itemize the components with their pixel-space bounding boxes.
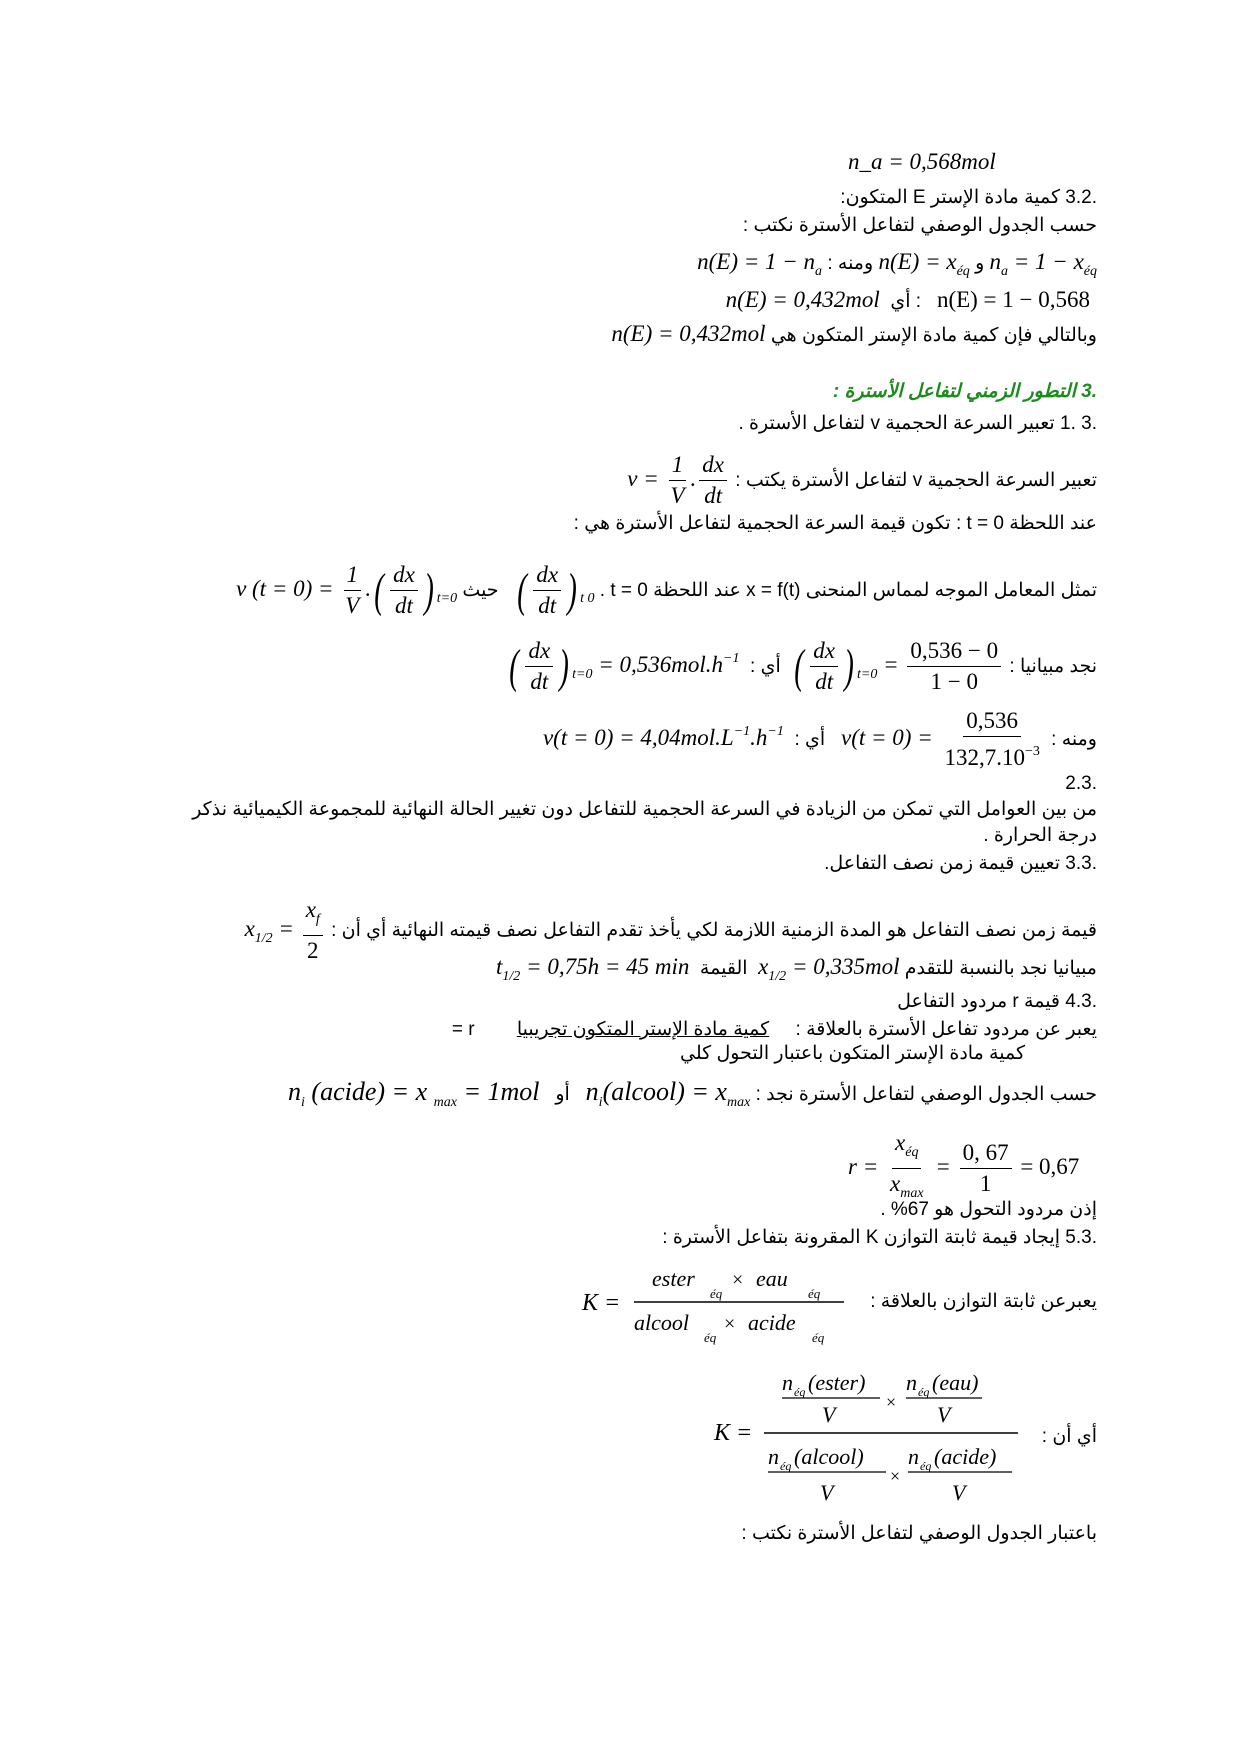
graph-slope-line	[506, 636, 1097, 697]
x-half-value: = 0,335mol	[791, 954, 900, 979]
equation-line-4: $n_a = 1 - x_{éq}$ و $n(E) = x_{éq}$ ومنه : $n(E) = 1 - n_a$	[697, 249, 1097, 279]
max-advance-line: حسب الجدول الوصفي لتفاعل الأسترة نجد : $n_i(alcool) = x_{max}$ أو $n_i$ (acide) = x $_{max}$ = 1mol	[288, 1077, 1097, 1110]
svg-text:éq: éq	[920, 1459, 932, 1473]
na-result	[848, 150, 996, 176]
svg-text:eau: eau	[756, 1266, 788, 1291]
velocity-formula: v = $\frac{1}{V}$ . $\frac{dx}{dt}$	[627, 450, 730, 511]
hence-word: ومنه :	[827, 253, 874, 274]
where-word: حيث	[462, 579, 499, 601]
tangent-line	[236, 560, 1097, 621]
na-result-text: n_a = 0,568mol	[848, 149, 996, 174]
conclusion-line	[611, 322, 1097, 348]
half-life-text: قيمة زمن نصف التفاعل هو المدة الزمنية اللازمة لكي يأخذ تقدم التفاعل نصف قيمته النهائية أي أن :	[331, 919, 1097, 941]
eq-nE-x: n(E) = x	[878, 249, 957, 274]
svg-text:K =: K =	[714, 1420, 753, 1446]
svg-text:alcool: alcool	[634, 1310, 689, 1335]
eq-nE: n(E) = 1 − n	[697, 249, 816, 274]
svg-text:éq: éq	[704, 1330, 717, 1345]
svg-text:×: ×	[890, 1466, 901, 1486]
eq-nE-value: n(E) = 0,432mol	[725, 287, 880, 312]
conclusion-text: وبالتالي فإن كمية مادة الإستر المتكون هي	[770, 325, 1097, 346]
that-is-word: : أي	[890, 291, 922, 312]
svg-text:V: V	[822, 1402, 836, 1427]
k-that-is: أي أن :	[1041, 1426, 1097, 1447]
v-t0-calc: v(t = 0) = $\frac{0,536}{132,7.10^{-3}}$	[841, 708, 1040, 770]
section-3-4-title: .4.3 قيمة r مردود التفاعل	[897, 991, 1097, 1012]
tangent-text: تمثل المعامل الموجه لمماس المنحنى x = f(t) عند اللحظة t = 0 .	[599, 579, 1097, 601]
svg-text:(ester): (ester)	[808, 1370, 866, 1395]
yield-relation	[452, 1018, 1097, 1042]
svg-text:(acide): (acide)	[934, 1444, 997, 1469]
svg-text:éq: éq	[808, 1286, 821, 1301]
svg-text:n: n	[908, 1444, 919, 1469]
svg-text:ester: ester	[652, 1266, 695, 1291]
svg-text:V: V	[952, 1480, 966, 1505]
velocity-definition	[627, 450, 1097, 511]
that-is-2: أي :	[750, 655, 781, 677]
svg-text:V: V	[820, 1480, 834, 1505]
k-formula	[572, 1258, 872, 1348]
svg-text:n: n	[768, 1444, 779, 1469]
section-3-3-title: .3.3 تعيين قيمة زمن نصف التفاعل.	[824, 853, 1097, 874]
max-value: = 1mol	[463, 1077, 540, 1106]
yield-result: = 0,67	[1020, 1153, 1080, 1179]
yield-text: يعبر عن مردود تفاعل الأسترة بالعلاقة :	[795, 1019, 1097, 1040]
or-word: أو	[555, 1084, 570, 1105]
svg-text:(alcool): (alcool)	[794, 1444, 864, 1469]
svg-text:éq: éq	[918, 1385, 930, 1399]
section-3-heading: .3 التطور الزمني لتفاعل الأسترة :	[832, 381, 1097, 402]
table-text-1: حسب الجدول الوصفي لتفاعل الأسترة نكتب :	[742, 215, 1097, 236]
eq-na: = 1 − x	[1013, 249, 1084, 274]
that-is-3: أي :	[794, 728, 826, 750]
v-result-number: v(t = 0) = 4,04mol.L	[542, 724, 734, 750]
svg-text:éq: éq	[794, 1385, 806, 1399]
final-text: باعتبار الجدول الوصفي لتفاعل الأسترة نكتب :	[741, 1523, 1097, 1544]
dxdt-t0: ( $\frac{dx}{dt}$ ) $_{t 0}$	[517, 562, 595, 618]
section-3-5-title: .5.3 إيجاد قيمة ثابتة التوازن K المقرونة بتفاعل الأسترة :	[662, 1227, 1097, 1248]
n-a: n	[989, 249, 1002, 274]
half-life-formula: $x_{1/2}$ = $\frac{x_f}{2}$	[245, 895, 326, 966]
graph-advance-text: مبيانيا نجد بالنسبة للتقدم	[904, 958, 1097, 979]
max-advance-text: حسب الجدول الوصفي لتفاعل الأسترة نجد :	[755, 1084, 1097, 1105]
half-life-value: مبيانيا نجد بالنسبة للتقدم $x_{1/2} = 0,335mol$ القيمة $t_{1/2} = 0,75h = 45$ min	[496, 954, 1097, 984]
svg-text:K =: K =	[582, 1290, 621, 1316]
slope-number: = 0,536mol.h	[598, 651, 724, 677]
yield-conclusion: إذن مردود التحول هو 67% .	[880, 1199, 1097, 1220]
yield-denominator: كمية مادة الإستر المتكون باعتبار التحول كلي	[680, 1043, 1026, 1064]
t-half-value: = 0,75h = 45 min	[526, 954, 690, 979]
k-moles-formula	[712, 1362, 1052, 1512]
section-3-2-label: .2.3	[1065, 773, 1097, 794]
factors-text: من بين العوامل التي تمكن من الزيادة في السرعة الحجمية للتفاعل دون تغيير الحالة النهائية للمجموعة الكيميائية نذكر	[192, 799, 1097, 820]
svg-text:V: V	[937, 1402, 951, 1427]
svg-text:acide: acide	[748, 1310, 796, 1335]
velocity-value-line	[543, 706, 1097, 773]
r-equals: r =	[451, 1019, 475, 1040]
yield-numerator: كمية مادة الإستر المتكون تجريبيا	[516, 1019, 770, 1040]
yield-calc: r = $\frac{x_{éq}}{x_{max}}$ = $\frac{0, 67}{1}$ = 0,67	[848, 1130, 1080, 1201]
velocity-def-text: تعبير السرعة الحجمية v لتفاعل الأسترة يكتب :	[735, 469, 1097, 491]
section-3-2-title: .3.2 كمية مادة الإستر E المتكون:	[840, 187, 1097, 208]
temperature-text: درجة الحرارة .	[983, 825, 1097, 846]
svg-text:éq: éq	[780, 1459, 792, 1473]
svg-text:éq: éq	[812, 1330, 825, 1345]
svg-text:n: n	[782, 1370, 793, 1395]
svg-text:×: ×	[886, 1392, 897, 1412]
value-word: القيمة	[699, 958, 748, 979]
graph-text: نجد مبيانيا :	[1009, 655, 1097, 677]
svg-text:×: ×	[724, 1313, 736, 1335]
svg-text:(eau): (eau)	[932, 1370, 979, 1395]
hence-2: ومنه :	[1051, 728, 1097, 750]
eq-nE-sub: n(E) = 1 − 0,568	[936, 287, 1090, 312]
slope-value: ( $\frac{dx}{dt}$ ) $_{t=0} = 0,536mol.h^{-1}$	[509, 638, 740, 694]
and-word: و	[975, 253, 985, 274]
svg-text:n: n	[906, 1370, 917, 1395]
section-3-1-title: .3 .1 تعبير السرعة الحجمية v لتفاعل الأسترة .	[738, 413, 1097, 434]
v-t0-formula: v (t = 0) = $\frac{1}{V}$ .( $\frac{dx}{dt}$ ) $_{t=0}$	[236, 562, 458, 618]
conclusion-value: n(E) = 0,432mol	[611, 321, 766, 346]
svg-text:×: ×	[732, 1269, 744, 1291]
t0-text: عند اللحظة t = 0 : تكون قيمة السرعة الحجمية لتفاعل الأسترة هي :	[573, 513, 1097, 534]
equation-line-5	[726, 288, 1090, 314]
v-t0-result: $v(t = 0) = 4,04mol.L^{-1}.h^{-1}$	[542, 723, 784, 750]
svg-text:éq: éq	[710, 1286, 723, 1301]
slope-formula: ( $\frac{dx}{dt}$ ) $_{t=0}$ = $\frac{0,536 - 0}{1 - 0}$	[791, 636, 1004, 697]
k-relation-text: يعبرعن ثابتة التوازن بالعلاقة :	[870, 1291, 1097, 1312]
